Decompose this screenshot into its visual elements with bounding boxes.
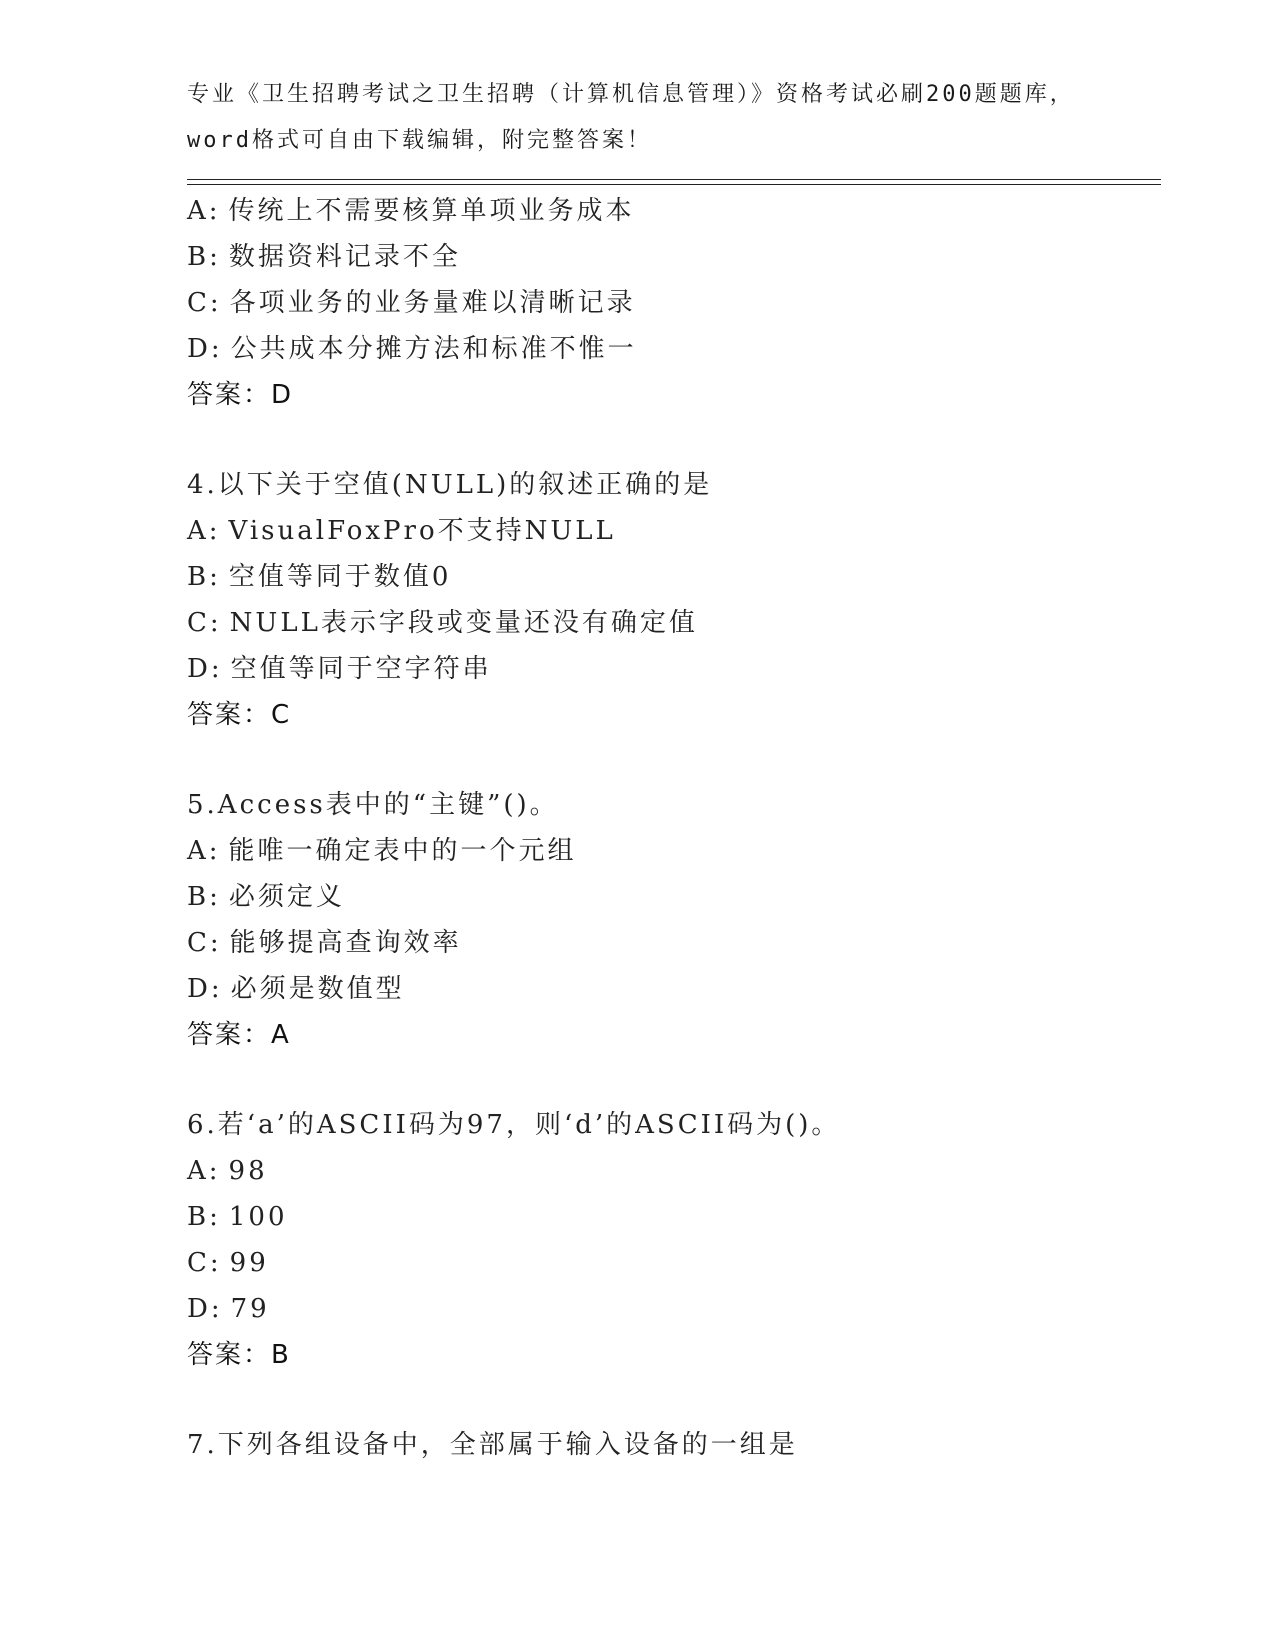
- option-c: C: 各项业务的业务量难以清晰记录: [187, 288, 636, 318]
- option-a: A: 传统上不需要核算单项业务成本: [187, 196, 635, 226]
- question-block-5: [187, 782, 1147, 1058]
- question-block-6: [187, 1102, 1147, 1378]
- question-block-3: [187, 188, 1147, 418]
- option-a: A: 能唯一确定表中的一个元组: [187, 836, 577, 866]
- option-d: D: 79: [187, 1294, 270, 1324]
- question-block-7: [187, 1422, 1147, 1468]
- question-list: [187, 188, 1147, 1468]
- answer-line: 答案：C: [187, 700, 292, 730]
- option-b: B: 空值等同于数值0: [187, 562, 452, 592]
- question-text: 7.下列各组设备中，全部属于输入设备的一组是: [187, 1430, 798, 1460]
- answer-line: 答案：B: [187, 1340, 291, 1370]
- header-divider-bottom: [187, 184, 1161, 185]
- question-block-4: [187, 462, 1147, 738]
- option-c: C: NULL表示字段或变量还没有确定值: [187, 608, 698, 638]
- option-c: C: 能够提高查询效率: [187, 928, 462, 958]
- option-d: D: 公共成本分摊方法和标准不惟一: [187, 334, 637, 364]
- answer-line: 答案：A: [187, 1020, 291, 1050]
- option-b: B: 数据资料记录不全: [187, 242, 461, 272]
- option-b: B: 必须定义: [187, 882, 345, 912]
- spacer: [187, 738, 1147, 782]
- question-text: 4.以下关于空值(NULL)的叙述正确的是: [187, 470, 713, 500]
- spacer: [187, 1058, 1147, 1102]
- spacer: [187, 418, 1147, 462]
- header-title-line-1: 专业《卫生招聘考试之卫生招聘（计算机信息管理）》资格考试必刷200题题库，: [187, 82, 1075, 107]
- answer-line: 答案：D: [187, 380, 294, 410]
- question-text: 5.Access表中的“主键”()。: [187, 790, 559, 820]
- spacer: [187, 1378, 1147, 1422]
- option-c: C: 99: [187, 1248, 269, 1278]
- document-header: [187, 72, 1087, 164]
- question-text: 6.若‘a’的ASCII码为97，则‘d’的ASCII码为()。: [187, 1110, 841, 1140]
- option-a: A: VisualFoxPro不支持NULL: [187, 516, 616, 546]
- option-d: D: 空值等同于空字符串: [187, 654, 492, 684]
- option-a: A: 98: [187, 1156, 268, 1186]
- option-b: B: 100: [187, 1202, 288, 1232]
- header-divider-top: [187, 179, 1161, 180]
- option-d: D: 必须是数值型: [187, 974, 405, 1004]
- header-title-line-2: word格式可自由下载编辑，附完整答案！: [187, 128, 652, 153]
